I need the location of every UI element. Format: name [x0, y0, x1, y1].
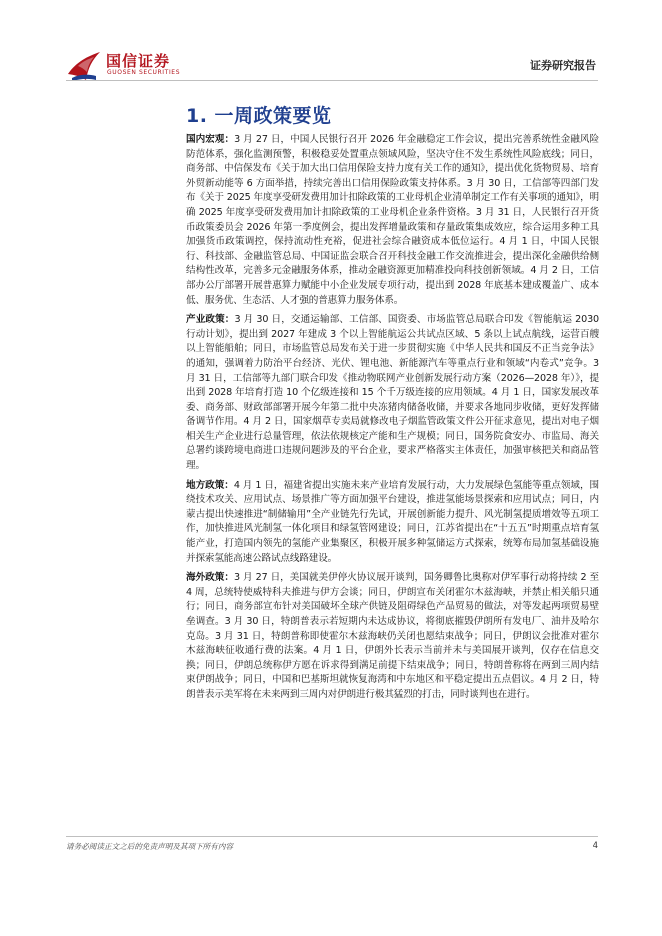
- paragraph-domestic-macro: [186, 133, 599, 308]
- section-title: 1. 一周政策要览: [186, 105, 332, 127]
- disclaimer-text: 请务必阅读正文之后的免责声明及其项下所有内容: [66, 842, 234, 851]
- guosen-logo-icon: [66, 48, 102, 82]
- paragraph-heading: 海外政策：: [186, 572, 234, 584]
- paragraph-industry-policy: [186, 313, 599, 474]
- paragraph-heading: 地方政策：: [186, 479, 234, 491]
- brand-name-en: GUOSEN SECURITIES: [107, 69, 181, 76]
- policy-content: [186, 133, 599, 708]
- paragraph-heading: 国内宏观：: [186, 134, 235, 145]
- header-divider: [66, 80, 598, 81]
- guosen-logo: [66, 48, 196, 82]
- page-number: 4: [592, 841, 598, 851]
- paragraph-text: 4 月 1 日，福建省提出实施未来产业培育发展行动，大力发展绿色氢能等重点领域，围绕技术攻关、应用试点、场景推广等方面加强平台建设，推进氢能场景探索和应用试点；同日，内蒙古提出快速推进“制储输用”全产业链先行先试，开展创新能力提升、风光制氢提质增效等五项工作，加快推进风光制氢一体化项目和绿氢管网建设；同日，江苏省提出在“十五五”时期重点培育氢能产业，打造国内领先的氢能产业集聚区，积极开展多种氢储运方式探索，统筹布局加氢基础设施并探索氢能高速公路试点线路建设。: [186, 479, 599, 564]
- paragraph-text: 3 月 30 日，交通运输部、工信部、国资委、市场监管总局联合印发《智能航运 2030 行动计划》，提出到 2027 年建成 3 个以上智能航运公共试点区域、5 条以上试点航线，运营百艘以上智能船舶；同日，市场监管总局发布关于进一步贯彻实施《中华人民共和国反不正当竞争法》的通知，强调着力防治平台经济、光伏、锂电池、新能源汽车等重点行业和领域“内卷式”竞争。3 月 31 日，工信部等九部门联合印发《推动物联网产业创新发展行动方案（2026—2028 年）》，提出到 2028 年培育打造 10 个亿级连接和 15 个千万级连接的应用领域。4 月 1 日，国家发展改革委、商务部、财政部部署开展今年第二批中央冻猪肉储备收储，并要求各地同步收储，更好发挥储备调节作用。4 月 2 日，国家烟草专卖局就修改电子烟监管政策文件公开征求意见，提出对电子烟相关生产企业进行总量管理，依法依规核定产能和生产规模；同日，国务院食安办、市监局、海关总署约谈跨境电商进口违规问题涉及的平台企业，要求严格落实主体责任，加强审核把关和商品管理。: [186, 314, 600, 472]
- footer-divider: [66, 836, 598, 837]
- paragraph-overseas-policy: [186, 571, 599, 702]
- paragraph-heading: 产业政策：: [186, 314, 235, 326]
- page-header: [0, 0, 662, 90]
- paragraph-text: 3 月 27 日，中国人民银行召开 2026 年金融稳定工作会议，提出完善系统性金融风险防范体系，强化监测预警，积极稳妥处置重点领域风险，坚决守住不发生系统性风险底线；同日，商务部、中信保发布《关于加大出口信用保险支持力度有关工作的通知》，提出优化货物贸易、培育外贸新动能等 6 方面举措，持续完善出口信用保险政策支持体系。3 月 30 日，工信部等四部门发布《关于 2025 年度享受研发费用加计扣除政策的工业母机企业清单制定工作有关事项的通知》，明确 2025 年度享受研发费用加计扣除政策的工业母机企业条件资格。3 月 31 日，人民银行召开货币政策委员会 2026 年第一季度例会，提出发挥增量政策和存量政策集成效应，综合运用多种工具加强货币政策调控，保持流动性充裕，促进社会综合融资成本低位运行。4 月 1 日，中国人民银行、科技部、金融监管总局、中国证监会联合召开科技金融工作交流推进会，提出深化金融供给侧结构性改革，完善多元金融服务体系，推动金融资源更加精准投向科技创新领域。4 月 2 日，工信部办公厅部署开展普惠算力赋能中小企业发展专项行动，提出到 2028 年底基本建成覆盖广、成本低、服务优、生态活、人才强的普惠算力服务体系。: [186, 134, 600, 306]
- paragraph-local-policy: [186, 479, 599, 567]
- paragraph-text: 3 月 27 日，美国就美伊停火协议展开谈判，国务卿鲁比奥称对伊军事行动将持续 2 至 4 周，总统特使威特科夫推进与伊方会谈；同日，伊朗宣布关闭霍尔木兹海峡，并禁止相关船只通行；同日，商务部宣布针对美国破坏全球产供链及阻碍绿色产品贸易的做法，对等发起两项贸易壁垒调查。3 月 30 日，特朗普表示若短期内未达成协议，将彻底摧毁伊朗所有发电厂、油井及哈尔克岛。3 月 31 日，特朗普称即使霍尔木兹海峡仍关闭也愿结束战争；同日，伊朗议会批准对霍尔木兹海峡征收通行费的法案。4 月 1 日，伊朗外长表示当前并未与美国展开谈判，仅存在信息交换；同日，伊朗总统称伊方愿在诉求得到满足前提下结束战争；同日，特朗普称将在两到三周内结束伊朗战争；同日，中国和巴基斯坦就恢复海湾和中东地区和平稳定提出五点倡议。4 月 2 日，特朗普表示美军将在未来两到三周内对伊朗进行极其猛烈的打击，同时谈判也在进行。: [186, 572, 600, 700]
- report-type-label: 证券研究报告: [530, 59, 596, 72]
- brand-name-cn: 国信证券: [106, 52, 171, 70]
